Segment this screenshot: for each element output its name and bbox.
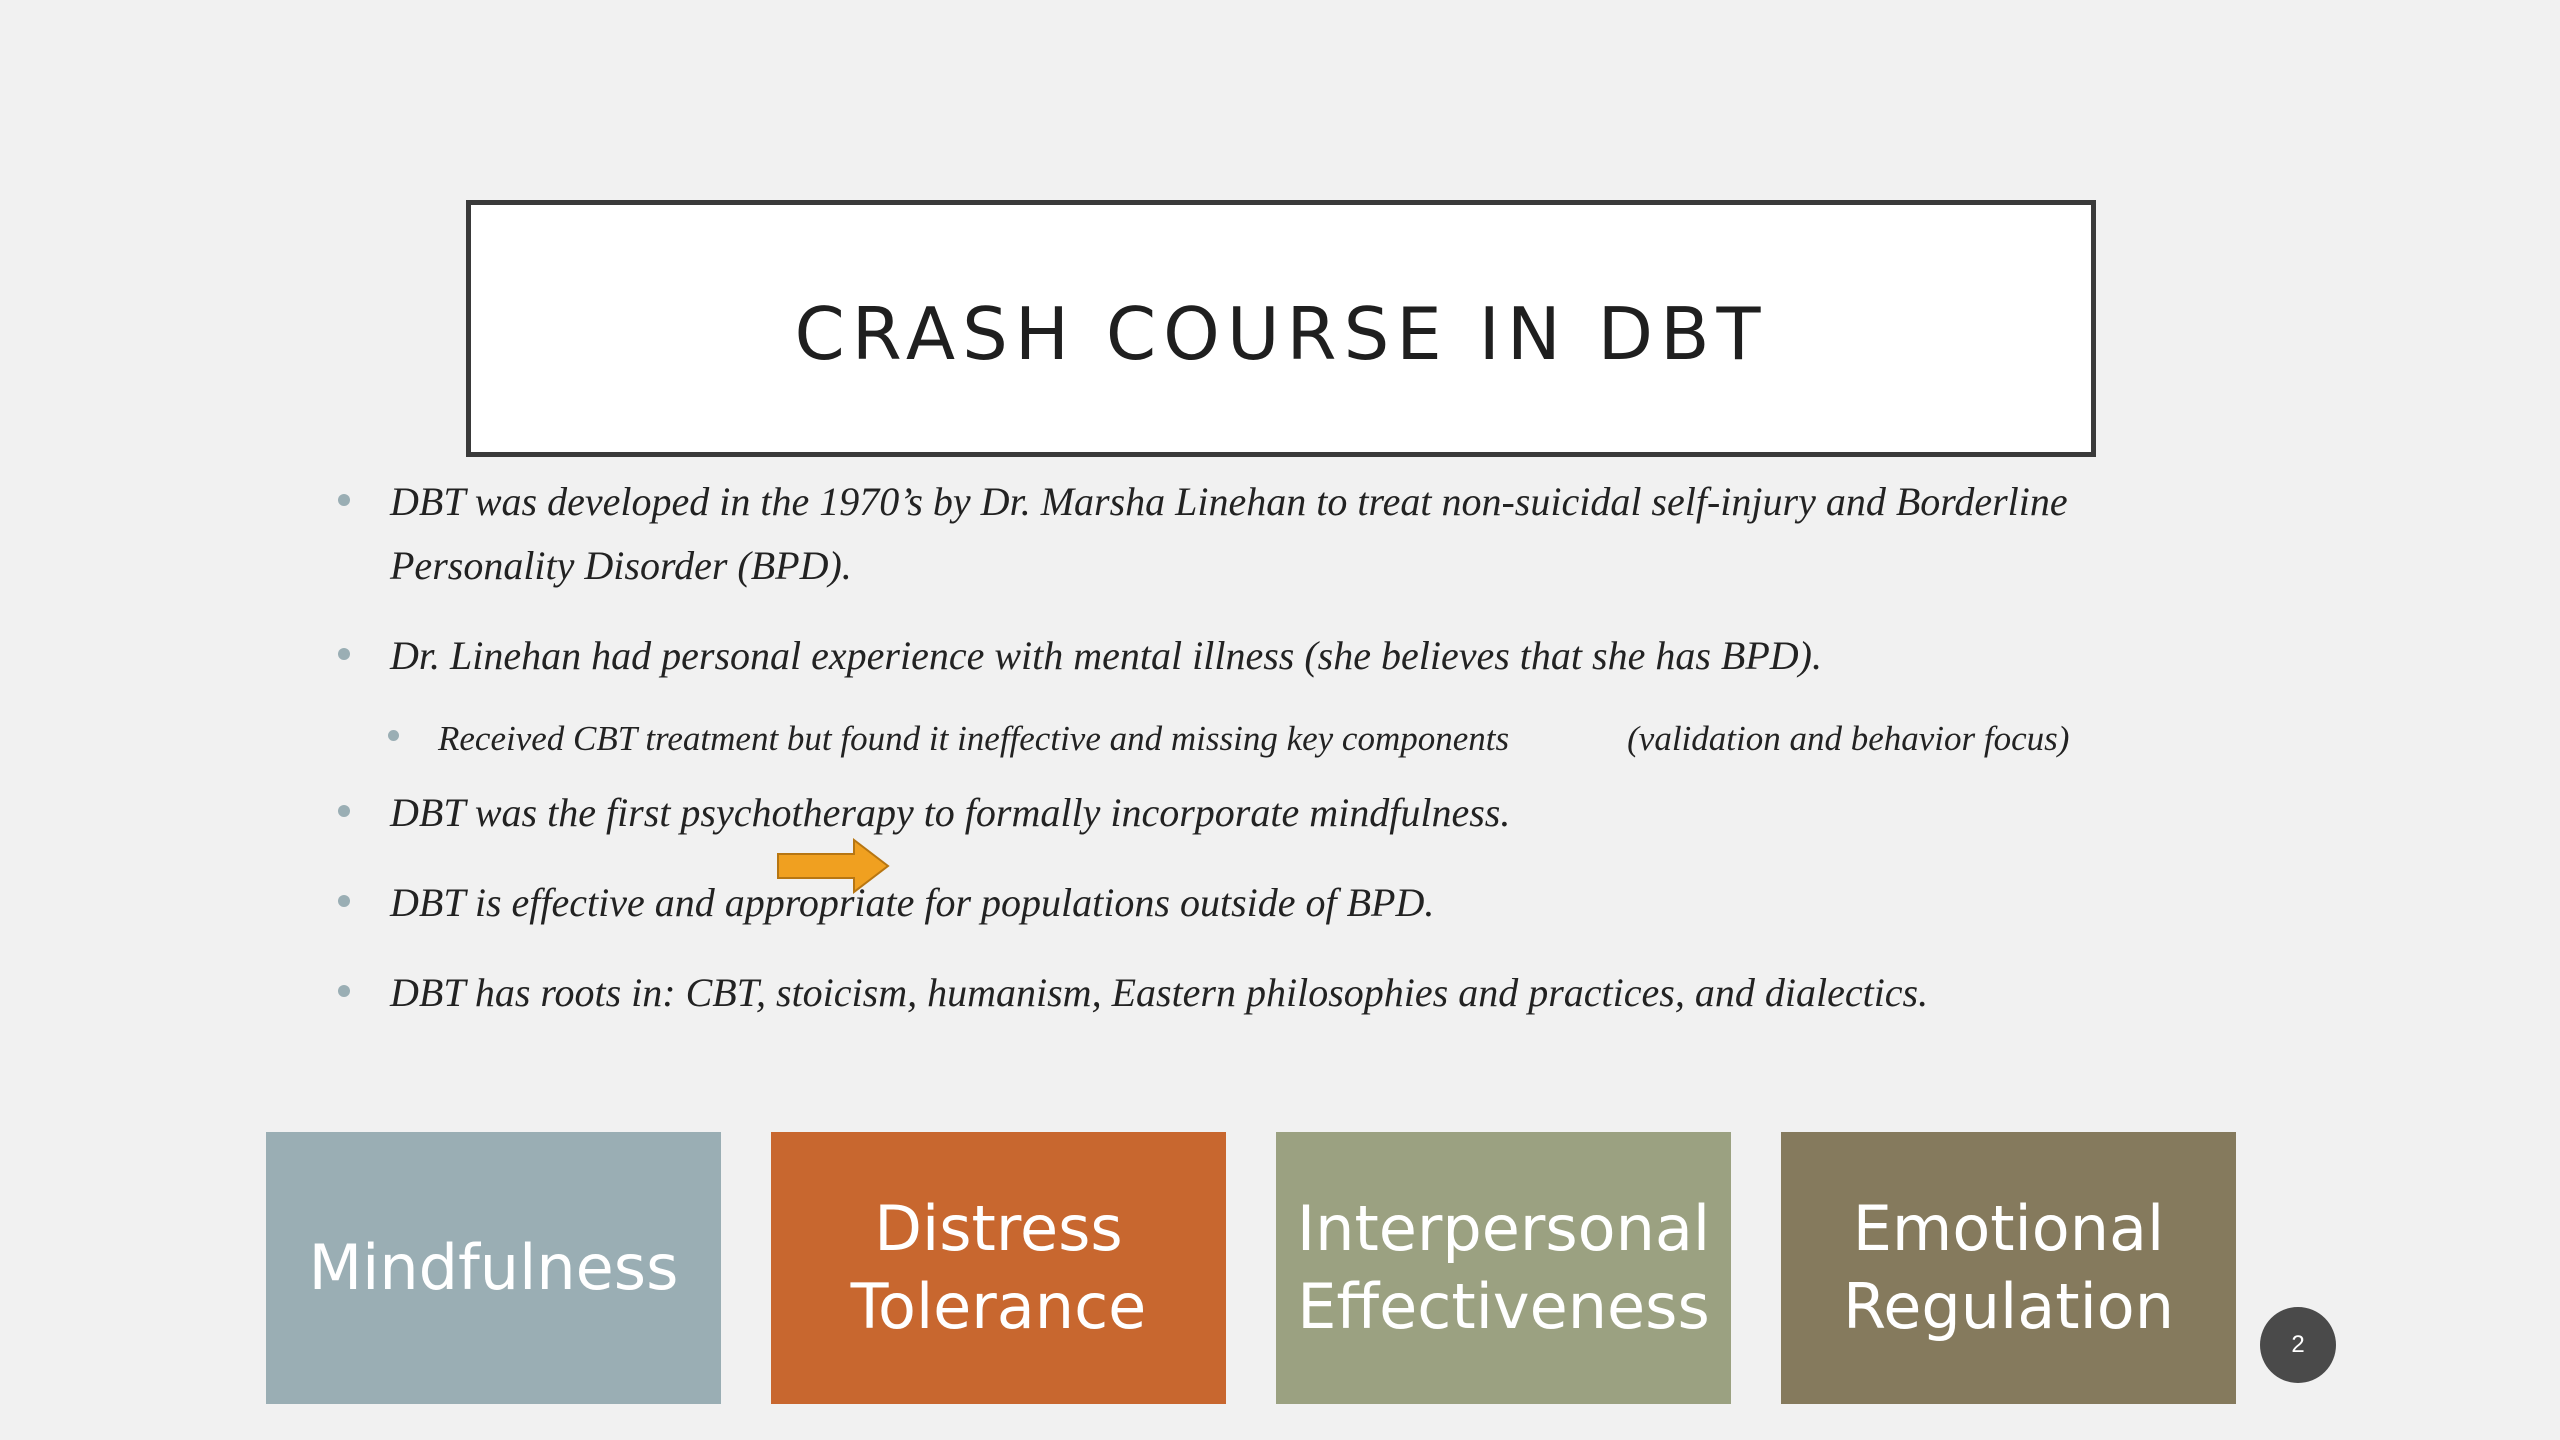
bullet-text: DBT is effective and appropriate for populations outside of BPD. (390, 880, 1435, 925)
bullet-dot-icon (338, 985, 350, 997)
module-distress-tolerance: Distress Tolerance (771, 1132, 1226, 1404)
right-arrow-icon[interactable] (776, 838, 890, 894)
bullet-text: DBT was the first psychotherapy to formally incorporate mindfulness. (390, 790, 1511, 835)
bullet-text: DBT was developed in the 1970’s by Dr. Marsha Linehan to treat non-suicidal self-injury and Borderline Personality Disorder (BPD). (390, 479, 2068, 588)
sub-bullet-text-part1: Received CBT treatment but found it ineffective and missing key components (438, 719, 1510, 758)
bullet-dot-icon (338, 494, 350, 506)
page-number-badge: 2 (2260, 1307, 2336, 1383)
bullet-dot-icon (338, 805, 350, 817)
bullet-item (330, 624, 2250, 688)
bullet-item (330, 781, 2250, 845)
bullet-text: Dr. Linehan had personal experience with mental illness (she believes that she has BPD). (390, 633, 1822, 678)
bullet-item (330, 871, 2250, 935)
slide-title: CRASH COURSE IN DBT (794, 291, 1768, 376)
module-mindfulness: Mindfulness (266, 1132, 721, 1404)
bullet-text: DBT has roots in: CBT, stoicism, humanism, Eastern philosophies and practices, and dialectics. (390, 970, 1929, 1015)
title-box (466, 200, 2096, 457)
bullet-item (330, 961, 2250, 1025)
sub-bullet-item (330, 710, 2250, 767)
bullet-dot-icon (338, 895, 350, 907)
module-interpersonal-effectiveness: Interpersonal Effectiveness (1276, 1132, 1731, 1404)
bullet-dot-icon (338, 648, 350, 660)
module-emotional-regulation: Emotional Regulation (1781, 1132, 2236, 1404)
bullet-item (330, 470, 2250, 598)
sub-bullet-dot-icon (388, 730, 399, 741)
dbt-modules (266, 1132, 2236, 1404)
bullet-list (330, 470, 2250, 1025)
sub-bullet-text-part2: (validation and behavior focus) (1627, 719, 2070, 758)
